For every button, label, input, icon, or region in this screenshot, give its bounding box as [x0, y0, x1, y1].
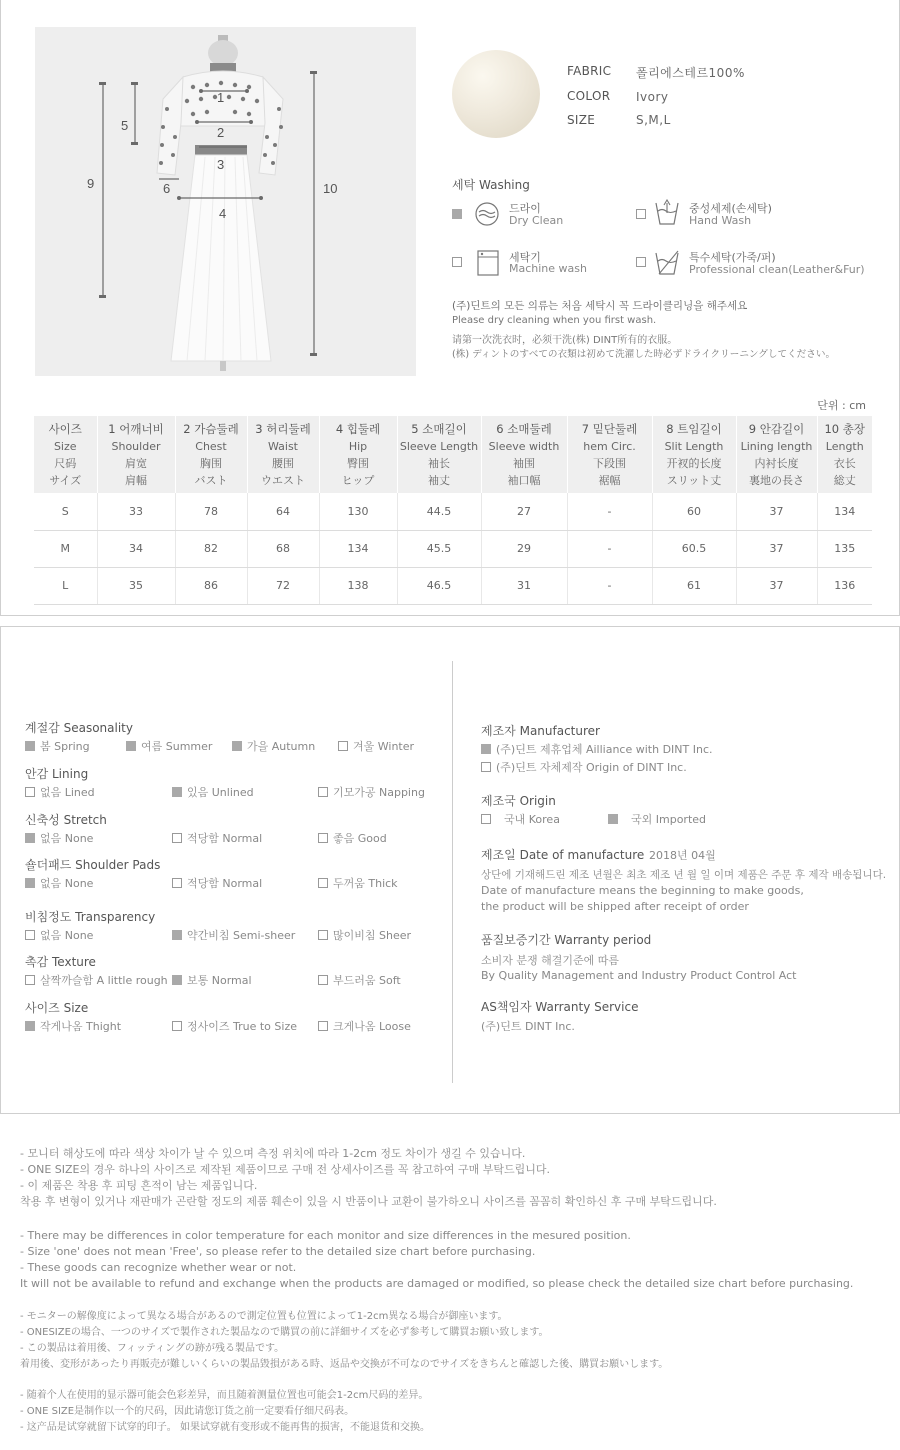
notice-line: - 随着个人在使用的显示器可能会色彩差异，而且随着测量位置也可能会1-2cm尺码的差异。 [20, 1390, 429, 1401]
checkbox [318, 930, 328, 940]
dry-clean-checkbox [452, 209, 462, 219]
notice-line: - この製品は着用後、フィッティングの跡が残る製品です。 [20, 1343, 285, 1354]
date-note-en-1: Date of manufacture means the beginning to make goods, [481, 884, 804, 897]
option-rough: 살짝까슬함 A little rough [25, 972, 168, 988]
option-pads-normal: 적당함 Normal [172, 875, 262, 891]
professional-clean-icon [653, 249, 681, 277]
checkbox [25, 975, 35, 985]
checkbox [25, 787, 35, 797]
table-cell: 27 [481, 493, 567, 530]
table-cell: M [34, 530, 97, 567]
checkbox [318, 975, 328, 985]
checkbox [126, 741, 136, 751]
table-cell: 34 [97, 530, 175, 567]
notice-line: 着用後、変形があったり再販売が難しいくらいの製品毀損がある時、返品や交換が不可なのでサイズをきちんと確認した後、購買お願いします。 [20, 1359, 669, 1370]
washing-note-ko: (주)딘트의 모든 의류는 처음 세탁시 꼭 드라이클리닝을 해주세요 [452, 300, 748, 312]
option-pads-thick: 두꺼움 Thick [318, 875, 398, 891]
measure-label-10: 10 [323, 181, 338, 196]
option-napping: 기모가공 Napping [318, 784, 425, 800]
header-sleeve-length: 5 소매길이 Sleeve Length 袖长 袖丈 [397, 416, 481, 493]
table-cell: 60 [652, 493, 736, 530]
notice-line: - 이 제품은 착용 후 피팅 흔적이 남는 제품입니다. [20, 1179, 258, 1192]
as-title: AS책임자 Warranty Service [481, 1000, 639, 1014]
table-cell: - [567, 567, 652, 604]
measure-label-4: 4 [219, 206, 227, 221]
measure-label-5: 5 [121, 118, 129, 133]
checkbox [172, 878, 182, 888]
checkbox [25, 833, 35, 843]
fabric-value: 폴리에스테르100% [636, 66, 745, 80]
hand-wash-label-ko: 중성세제(손세탁) [689, 202, 772, 215]
warranty-title: 품질보증기간 Warranty period [481, 933, 652, 947]
option-summer: 여름 Summer [126, 738, 212, 754]
header-lining-length: 9 안감길이 Lining length 内衬长度 裏地の長さ [736, 416, 817, 493]
table-cell: 135 [817, 530, 872, 567]
date-note-en-2: the product will be shipped after receipt of order [481, 900, 749, 913]
dress-measurement-diagram [35, 27, 416, 376]
size-value: S,M,L [636, 113, 671, 127]
option-unlined: 있음 Unlined [172, 784, 254, 800]
fabric-swatch [452, 50, 540, 138]
option-tight: 작게나옴 Thight [25, 1018, 121, 1034]
size-table [34, 416, 872, 605]
checkbox [318, 833, 328, 843]
header-sleeve-width: 6 소매둘레 Sleeve width 袖围 袖口幅 [481, 416, 567, 493]
notice-line: - ONE SIZE의 경우 하나의 사이즈로 제작된 제품이므로 구매 전 상세사이즈를 꼭 참고하여 구매 부탁드립니다. [20, 1163, 551, 1176]
warranty-note-en: By Quality Management and Industry Product Control Act [481, 969, 797, 982]
option-sheer: 많이비침 Sheer [318, 927, 411, 943]
notice-line: - 모니터 해상도에 따라 색상 차이가 날 수 있으며 측정 위치에 따라 1-2cm 정도 차이가 생길 수 있습니다. [20, 1147, 526, 1160]
header-hip: 4 힙둘레 Hip 臀围 ヒップ [319, 416, 397, 493]
table-cell: - [567, 493, 652, 530]
date-value: 2018년 04월 [649, 849, 716, 862]
table-row [34, 493, 872, 530]
product-details-panel [0, 626, 900, 1114]
table-row [34, 567, 872, 604]
measure-label-3: 3 [217, 157, 225, 172]
table-cell: 45.5 [397, 530, 481, 567]
table-cell: 134 [817, 493, 872, 530]
option-stretch-normal: 적당함 Normal [172, 830, 262, 846]
machine-wash-label-en: Machine wash [509, 262, 587, 275]
manufacturer-title: 제조자 Manufacturer [481, 724, 600, 738]
washing-title: 세탁 Washing [452, 178, 530, 192]
column-divider [452, 661, 453, 1083]
table-cell: 61 [652, 567, 736, 604]
left-sleeve [157, 77, 183, 175]
checkbox [172, 1021, 182, 1031]
checkbox [481, 744, 491, 754]
lining-title: 안감 Lining [25, 767, 89, 781]
header-waist: 3 허리둘레 Waist 腰围 ウエスト [247, 416, 319, 493]
size-label: SIZE [567, 113, 596, 127]
hand-wash-checkbox [636, 209, 646, 219]
machine-wash-checkbox [452, 257, 462, 267]
option-transparency-none: 없음 None [25, 927, 93, 943]
professional-clean-label-ko: 특수세탁(가죽/퍼) [689, 251, 776, 264]
dry-clean-label-ko: 드라이 [509, 202, 541, 215]
table-cell: 33 [97, 493, 175, 530]
size-unit: 단위 : cm [817, 399, 866, 412]
color-label: COLOR [567, 89, 611, 103]
table-cell: 31 [481, 567, 567, 604]
option-spring: 봄 Spring [25, 738, 90, 754]
option-true-to-size: 정사이즈 True to Size [172, 1018, 297, 1034]
checkbox [232, 741, 242, 751]
option-loose: 크게나옴 Loose [318, 1018, 411, 1034]
washing-note-ja: (株) ディントのすべての衣類は初めて洗濯した時必ずドライクリーニングしてください。 [452, 349, 836, 360]
table-cell: 46.5 [397, 567, 481, 604]
machine-wash-icon [476, 249, 500, 277]
size-table-header [34, 416, 872, 493]
professional-clean-label-en: Professional clean(Leather&Fur) [689, 263, 865, 276]
texture-title: 촉감 Texture [25, 955, 96, 969]
seasonality-title: 계절감 Seasonality [25, 721, 133, 735]
fabric-label: FABRIC [567, 64, 612, 78]
notice-line: - ONE SIZE是制作以一个的尺码，因此请您订货之前一定要看仔细尺码表。 [20, 1406, 355, 1417]
table-cell: 37 [736, 493, 817, 530]
checkbox [172, 975, 182, 985]
table-cell: 134 [319, 530, 397, 567]
table-cell: - [567, 530, 652, 567]
table-cell: L [34, 567, 97, 604]
checkbox [172, 930, 182, 940]
notice-line: - ONESIZEの場合、一つのサイズで製作された製品なので購買の前に詳細サイズを必ず参考して購買お願い致します。 [20, 1327, 549, 1338]
option-pads-none: 없음 None [25, 875, 93, 891]
notice-line: - モニターの解像度によって異なる場合があるので測定位置も位置によって1-2cm異なる場合が御座います。 [20, 1311, 508, 1322]
option-texture-normal: 보통 Normal [172, 972, 252, 988]
table-cell: 29 [481, 530, 567, 567]
table-cell: 138 [319, 567, 397, 604]
notice-ja [20, 1309, 668, 1373]
washing-note-zh: 请第一次洗衣时，必须干洗(株) DINT所有的衣服。 [452, 335, 678, 346]
option-origin-dint: (주)딘트 자체제작 Origin of DINT Inc. [481, 759, 687, 775]
warranty-note-ko: 소비자 분쟁 해결기준에 따름 [481, 954, 620, 967]
as-value: (주)딘트 DINT Inc. [481, 1020, 575, 1033]
table-cell: 37 [736, 530, 817, 567]
table-cell: 136 [817, 567, 872, 604]
notice-en [20, 1228, 853, 1292]
checkbox [481, 762, 491, 772]
measure-label-6: 6 [163, 181, 171, 196]
table-cell: 60.5 [652, 530, 736, 567]
checkbox [25, 741, 35, 751]
stretch-title: 신축성 Stretch [25, 813, 107, 827]
notice-zh [20, 1388, 430, 1436]
checkbox [318, 787, 328, 797]
notice-line: - 这产品是试穿就留下试穿的印子。 如果试穿就有变形或不能再售的损害，不能退货和交换。 [20, 1422, 430, 1433]
option-stretch-good: 좋음 Good [318, 830, 387, 846]
washing-note-en: Please dry cleaning when you first wash. [452, 315, 657, 326]
table-cell: 130 [319, 493, 397, 530]
notice-line: It will not be available to refund and exchange when the products are damaged or modified, so please check the detailed size chart before purchasing. [20, 1277, 854, 1290]
header-length: 10 총장 Length 衣长 総丈 [817, 416, 872, 493]
table-cell: 35 [97, 567, 175, 604]
checkbox [172, 787, 182, 797]
table-cell: 86 [175, 567, 247, 604]
header-hem-circ: 7 밑단둘레 hem Circ. 下段围 裾幅 [567, 416, 652, 493]
size-fit-title: 사이즈 Size [25, 1001, 89, 1015]
mannequin-base [220, 361, 226, 371]
option-lined: 없음 Lined [25, 784, 95, 800]
dress-illustration [35, 27, 416, 376]
checkbox [172, 833, 182, 843]
notice-line: 착용 후 변형이 있거나 재판매가 곤란할 정도의 제품 훼손이 있을 시 반품이나 교환이 불가하오니 사이즈를 꼼꼼히 확인하신 후 구매 부탁드립니다. [20, 1195, 717, 1208]
mannequin-neck [208, 40, 238, 66]
checkbox [25, 930, 35, 940]
table-cell: 37 [736, 567, 817, 604]
table-cell: 44.5 [397, 493, 481, 530]
option-korea: 국내 Korea [481, 811, 560, 827]
transparency-title: 비침정도 Transparency [25, 910, 156, 924]
option-alliance: (주)딘트 제휴업체 Ailliance with DINT Inc. [481, 741, 713, 757]
checkbox [25, 1021, 35, 1031]
machine-wash-label-ko: 세탁기 [509, 251, 541, 264]
notice-line: - Size 'one' does not mean 'Free', so please refer to the detailed size chart before purchasing. [20, 1245, 536, 1258]
table-cell: S [34, 493, 97, 530]
date-title: 제조일 Date of manufacture [481, 848, 645, 862]
measure-label-1: 1 [217, 90, 225, 105]
header-slit-length: 8 트임길이 Slit Length 开衩的长度 スリット丈 [652, 416, 736, 493]
checkbox [25, 878, 35, 888]
professional-clean-checkbox [636, 257, 646, 267]
table-cell: 72 [247, 567, 319, 604]
hand-wash-icon [653, 199, 681, 227]
measure-label-2: 2 [217, 125, 225, 140]
header-shoulder: 1 어깨너비 Shoulder 肩宽 肩幅 [97, 416, 175, 493]
measure-label-9: 9 [87, 176, 95, 191]
date-note-ko: 상단에 기재해드린 제조 년월은 최초 제조 년 월 일 이며 제품은 주문 후 제작 배송됩니다. [481, 869, 887, 881]
option-imported: 국외 Imported [608, 811, 706, 827]
notice-line: - There may be differences in color temperature for each monitor and size differences in the mesured position. [20, 1229, 631, 1242]
shoulder-pads-title: 숄더패드 Shoulder Pads [25, 858, 161, 872]
color-value: Ivory [636, 90, 669, 104]
size-info-panel [0, 0, 900, 616]
checkbox [481, 814, 491, 824]
pleated-skirt [171, 155, 271, 361]
table-cell: 64 [247, 493, 319, 530]
header-chest: 2 가슴둘레 Chest 胸围 バスト [175, 416, 247, 493]
option-winter: 겨울 Winter [338, 738, 414, 754]
table-row [34, 530, 872, 567]
header-size: 사이즈 Size 尺码 サイズ [34, 416, 97, 493]
checkbox [318, 878, 328, 888]
table-cell: 78 [175, 493, 247, 530]
checkbox [338, 741, 348, 751]
option-autumn: 가을 Autumn [232, 738, 315, 754]
notice-line: - These goods can recognize whether wear or not. [20, 1261, 297, 1274]
hand-wash-label-en: Hand Wash [689, 214, 752, 227]
option-stretch-none: 없음 None [25, 830, 93, 846]
notice-ko [20, 1146, 717, 1210]
origin-title: 제조국 Origin [481, 794, 556, 808]
option-soft: 부드러움 Soft [318, 972, 401, 988]
dry-clean-icon [474, 201, 500, 227]
dry-clean-label-en: Dry Clean [509, 214, 564, 227]
table-cell: 82 [175, 530, 247, 567]
table-cell: 68 [247, 530, 319, 567]
checkbox [608, 814, 618, 824]
checkbox [318, 1021, 328, 1031]
option-semi-sheer: 약간비침 Semi-sheer [172, 927, 295, 943]
